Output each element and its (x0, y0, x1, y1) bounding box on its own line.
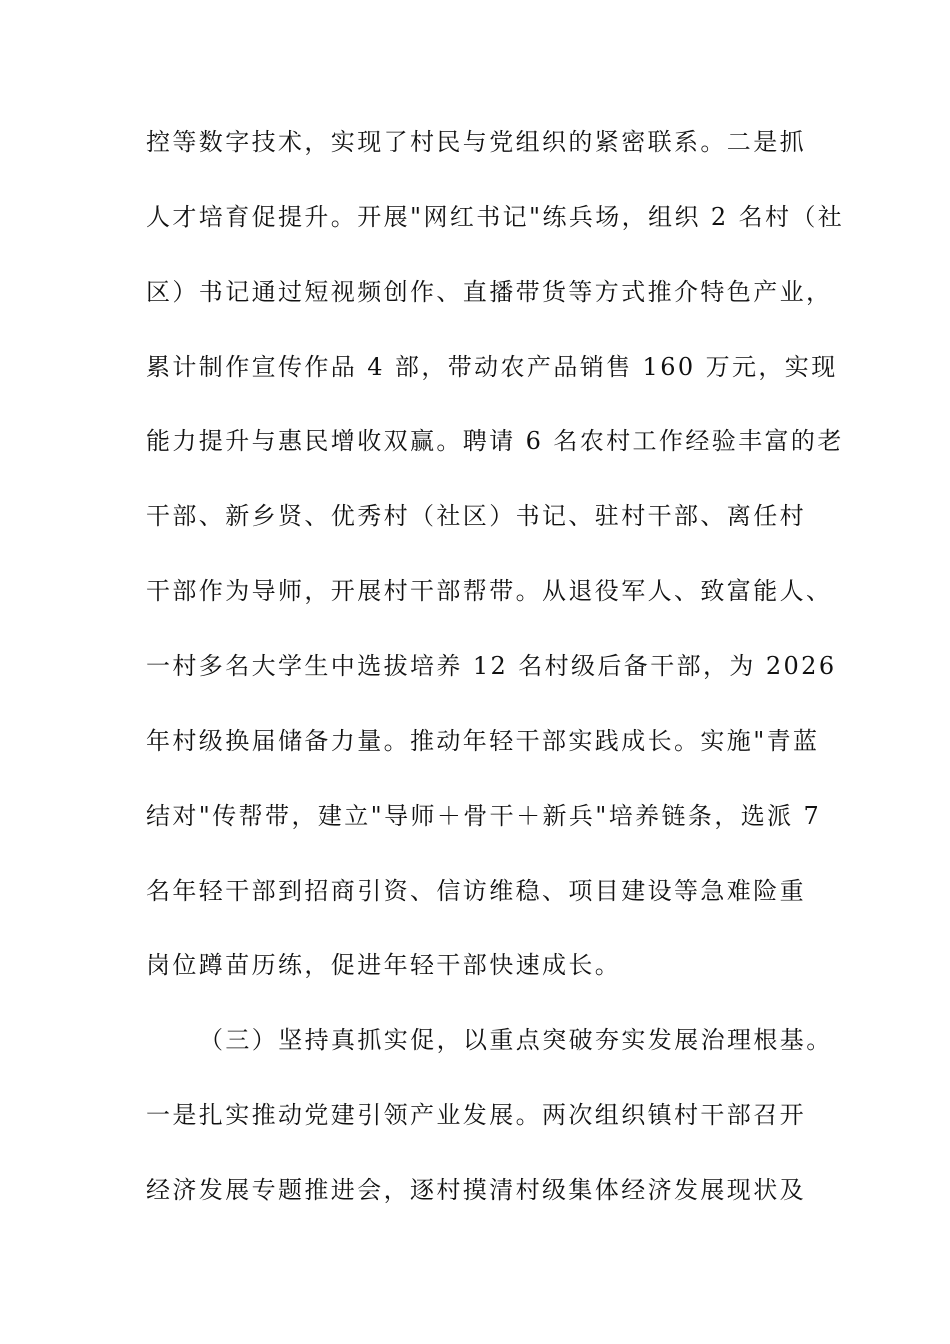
text-line: 名年轻干部到招商引资、信访维稳、项目建设等急难险重 (146, 876, 806, 905)
text-line: 一村多名大学生中选拔培养 12 名村级后备干部，为 2026 (146, 652, 837, 681)
text-line: 岗位蹲苗历练，促进年轻干部快速成长。 (146, 951, 622, 980)
text-line: 一是扎实推动党建引领产业发展。两次组织镇村干部召开 (146, 1101, 806, 1130)
text-line: 年村级换届储备力量。推动年轻干部实践成长。实施"青蓝 (146, 726, 820, 755)
text-line: 能力提升与惠民增收双赢。聘请 6 名农村工作经验丰富的老 (146, 427, 844, 456)
text-line: 经济发展专题推进会，逐村摸清村级集体经济发展现状及 (146, 1176, 806, 1205)
text-line: 结对"传帮带，建立"导师＋骨干＋新兵"培养链条，选派 7 (146, 801, 822, 830)
text-line: 控等数字技术，实现了村民与党组织的紧密联系。二是抓 (146, 128, 806, 156)
text-line: 区）书记通过短视频创作、直播带货等方式推介特色产业， (146, 277, 833, 306)
section-heading-line: （三）坚持真抓实促，以重点突破夯实发展治理根基。 (199, 1026, 833, 1055)
document-body (146, 105, 845, 1228)
text-line: 干部作为导师，开展村干部帮带。从退役军人、致富能人、 (146, 577, 833, 606)
text-line: 人才培育促提升。开展"网红书记"练兵场，组织 2 名村（社 (146, 202, 845, 231)
text-line: 累计制作宣传作品 4 部，带动农产品销售 160 万元，实现 (146, 352, 838, 381)
text-line: 干部、新乡贤、优秀村（社区）书记、驻村干部、离任村 (146, 502, 806, 531)
